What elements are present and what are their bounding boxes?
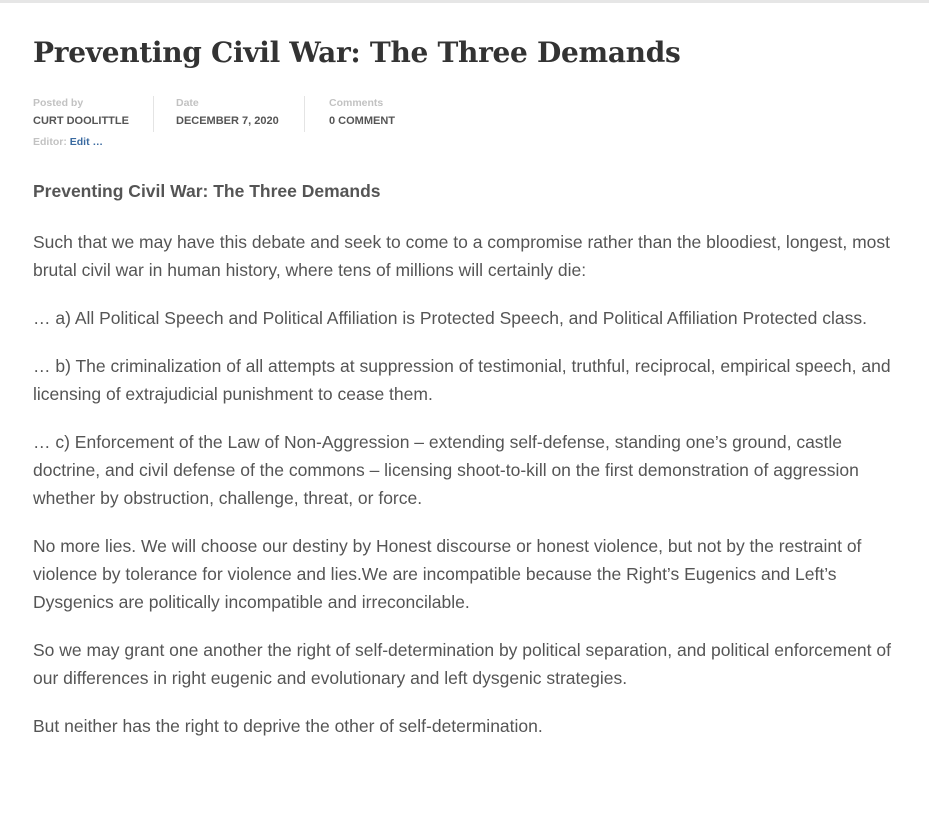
edit-link[interactable]: Edit … xyxy=(69,136,103,148)
comments-label: Comments xyxy=(329,97,384,109)
post-date: DECEMBER 7, 2020 xyxy=(176,115,279,127)
paragraph-intro: Such that we may have this debate and seek to come to a compromise rather than the bloodiest, longest, most brutal civil war in human history, where tens of millions will certainly die: xyxy=(33,232,891,280)
article-body xyxy=(33,178,903,740)
date-label: Date xyxy=(176,97,199,109)
meta-divider xyxy=(153,96,154,132)
content-heading: Preventing Civil War: The Three Demands xyxy=(33,181,381,201)
paragraph-demand-a: … a) All Political Speech and Political Affiliation is Protected Speech, and Political Affiliation Protected class. xyxy=(33,308,867,328)
article-title: Preventing Civil War: The Three Demands xyxy=(33,36,681,69)
comment-count[interactable]: 0 COMMENT xyxy=(329,115,395,127)
paragraph-no-more-lies: No more lies. We will choose our destiny by Honest discourse or honest violence, but not by the restraint of violence by tolerance for violence and lies.We are incompatible because the Right’s Eugenics and Left’s Dysgenics are politically incompatible and irreconcilable. xyxy=(33,536,862,612)
posted-by-label: Posted by xyxy=(33,97,84,109)
top-divider xyxy=(0,0,929,3)
meta-date xyxy=(176,96,279,128)
paragraph-self-determination: So we may grant one another the right of self-determination by political separation, and political enforcement of our differences in right eugenic and evolutionary and left dysgenic strategies. xyxy=(33,640,891,688)
meta-comments xyxy=(329,96,395,128)
author-name: CURT DOOLITTLE xyxy=(33,115,129,127)
meta-divider xyxy=(304,96,305,132)
editor-label: Editor: xyxy=(33,136,67,148)
meta-posted-by xyxy=(33,96,129,128)
paragraph-demand-b: … b) The criminalization of all attempts at suppression of testimonial, truthful, reciprocal, empirical speech, and licensing of extrajudicial punishment to cease them. xyxy=(33,356,891,404)
editor-line xyxy=(33,136,103,148)
paragraph-closing: But neither has the right to deprive the other of self-determination. xyxy=(33,716,543,736)
paragraph-demand-c: … c) Enforcement of the Law of Non-Aggression – extending self-defense, standing one’s ground, castle doctrine, and civil defense of the commons – licensing shoot-to-kill on the first demonstration of aggression whether by obstruction, challenge, threat, or force. xyxy=(33,432,859,508)
